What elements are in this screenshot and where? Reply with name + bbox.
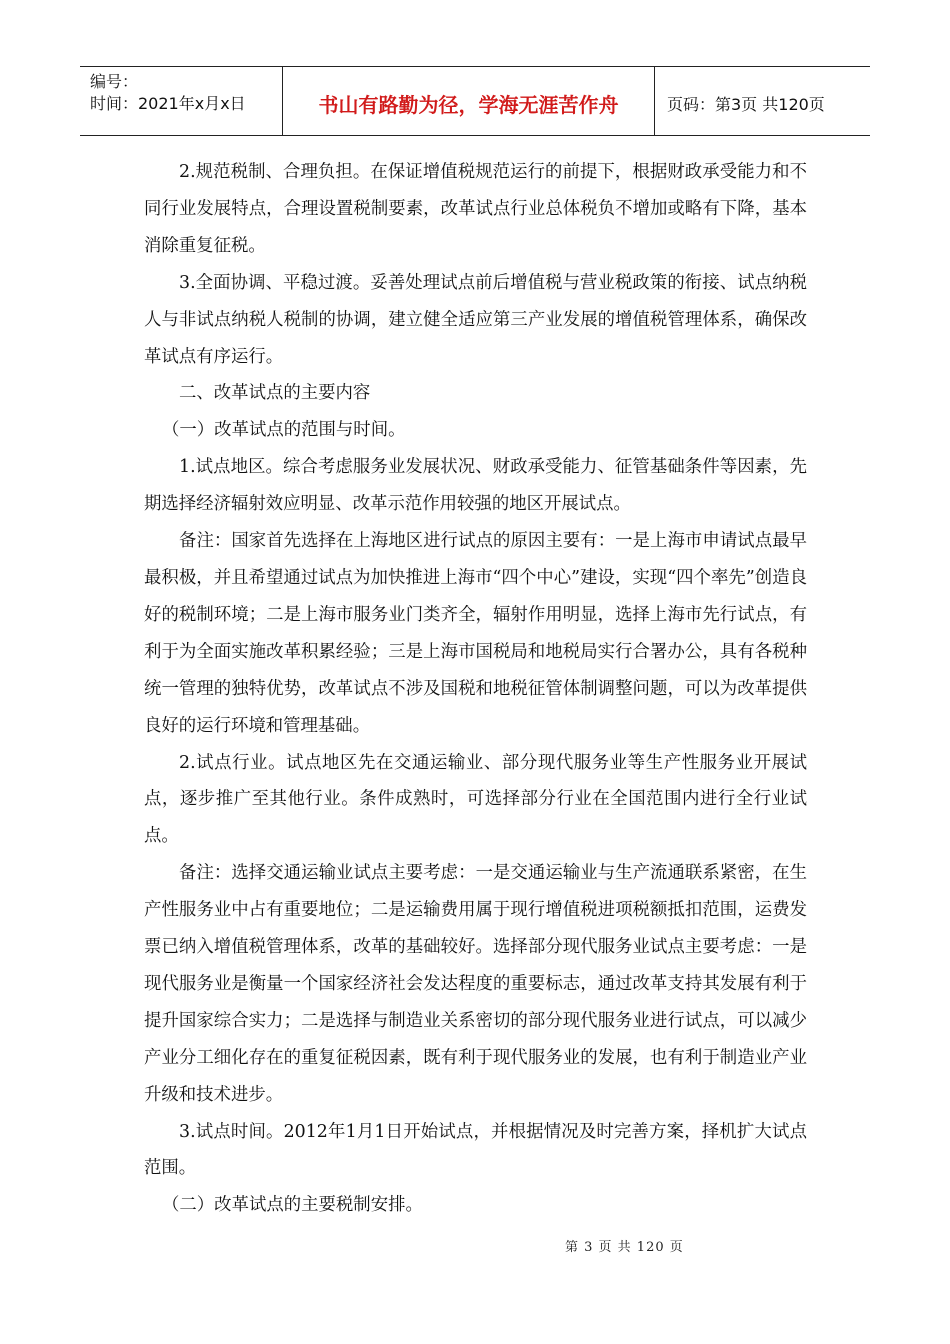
- paragraph: 2.试点行业。试点地区先在交通运输业、部分现代服务业等生产性服务业开展试点，逐步推广至其他行业。条件成熟时，可选择部分行业在全国范围内进行全行业试点。: [144, 752, 807, 847]
- note-paragraph: 备注：选择交通运输业试点主要考虑：一是交通运输业与生产流通联系紧密，在生产性服务业中占有重要地位；二是运输费用属于现行增值税进项税额抵扣范围，运费发票已纳入增值税管理体系，改革的基础较好。选择部分现代服务业试点主要考虑：一是现代服务业是衡量一个国家经济社会发达程度的重要标志，通过改革支持其发展有利于提升国家综合实力；二是选择与制造业关系密切的部分现代服务业进行试点，可以减少产业分工细化存在的重复征税因素，既有利于现代服务业的发展，也有利于制造业产业升级和技术进步。: [144, 863, 807, 1105]
- paragraph: 3.全面协调、平稳过渡。妥善处理试点前后增值税与营业税政策的衔接、试点纳税人与非试点纳税人税制的协调，建立健全适应第三产业发展的增值税管理体系，确保改革试点有序运行。: [144, 272, 807, 367]
- paragraph: 2.规范税制、合理负担。在保证增值税规范运行的前提下，根据财政承受能力和不同行业发展特点，合理设置税制要素，改革试点行业总体税负不增加或略有下降，基本消除重复征税。: [144, 162, 807, 256]
- page-header: [80, 66, 870, 136]
- page-footer: 第 3 页 共 120 页: [565, 1240, 684, 1255]
- note-paragraph: 备注：国家首先选择在上海地区进行试点的原因主要有：一是上海市申请试点最早最积极，并且希望通过试点为加快推进上海市“四个中心”建设，实现“四个率先”创造良好的税制环境；二是上海市服务业门类齐全，辐射作用明显，选择上海市先行试点，有利于为全面实施改革积累经验；三是上海市国税局和地税局实行合署办公，具有各税种统一管理的独特优势，改革试点不涉及国税和地税征管体制调整问题，可以为改革提供良好的运行环境和管理基础。: [144, 531, 807, 736]
- document-body: [144, 154, 807, 1224]
- doc-date-label: 时间：2021年x月x日: [90, 94, 246, 113]
- header-meta: [80, 67, 283, 135]
- header-motto: 书山有路勤为径，学海无涯苦作舟: [283, 67, 655, 135]
- subsection-heading: （二）改革试点的主要税制安排。: [162, 1195, 423, 1216]
- section-heading: 二、改革试点的主要内容: [179, 383, 371, 404]
- paragraph: 1.试点地区。综合考虑服务业发展状况、财政承受能力、征管基础条件等因素，先期选择经济辐射效应明显、改革示范作用较强的地区开展试点。: [144, 457, 807, 515]
- paragraph: 3.试点时间。2012年1月1日开始试点，并根据情况及时完善方案，择机扩大试点范围。: [144, 1121, 807, 1179]
- header-page-info: 页码：第3页 共120页: [667, 94, 825, 114]
- doc-number-label: 编号：: [90, 72, 139, 91]
- subsection-heading: （一）改革试点的范围与时间。: [162, 420, 406, 441]
